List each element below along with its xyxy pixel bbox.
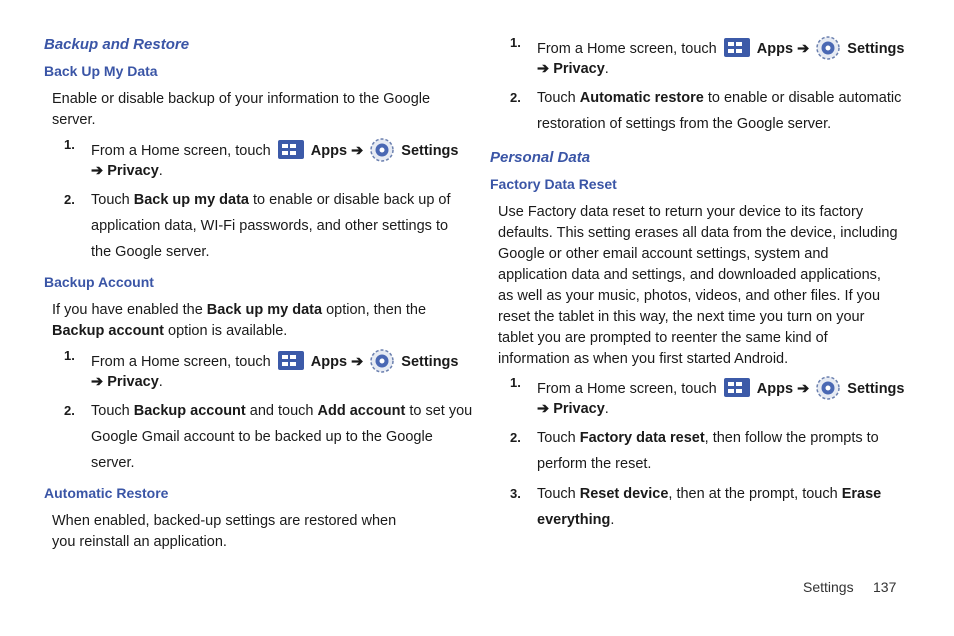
- step-text-line2: ➔ Privacy.: [91, 374, 163, 390]
- arrow-icon: ➔: [797, 381, 810, 397]
- settings-gear-icon: [369, 137, 395, 163]
- step-item: [44, 403, 473, 473]
- paragraph-backup-account: If you have enabled the Back up my data option, then the Backup account option is available.: [52, 302, 427, 339]
- step-text-line2: restoration of settings from the Google server.: [537, 116, 832, 132]
- apps-icon: [278, 351, 304, 370]
- step-text: From a Home screen, touch Apps ➔ Settings: [537, 375, 904, 401]
- step-text: From a Home screen, touch Apps ➔ Settings: [537, 35, 904, 61]
- step-text-line2: ➔ Privacy.: [537, 61, 609, 77]
- step-item: [490, 430, 910, 480]
- step-item: [490, 375, 910, 425]
- apps-icon: [278, 140, 304, 159]
- step-text: Touch Factory data reset, then follow the prompts to: [537, 430, 879, 446]
- step-text: Touch Back up my data to enable or disable back up of: [91, 192, 451, 208]
- settings-label: Settings: [847, 41, 905, 57]
- privacy-label: Privacy: [553, 61, 605, 77]
- step-text-line2: application data, WI-Fi passwords, and other settings to: [91, 218, 449, 234]
- step-text-line3: the Google server.: [91, 244, 210, 260]
- step-number: 1.: [64, 348, 75, 363]
- step-item: [44, 137, 459, 187]
- step-number: 2.: [64, 403, 75, 418]
- apps-icon: [724, 378, 750, 397]
- step-item: [490, 90, 910, 140]
- arrow-icon: ➔: [537, 61, 550, 77]
- footer-section: Settings: [803, 579, 854, 595]
- heading-automatic-restore: Automatic Restore: [44, 485, 169, 501]
- privacy-label: Privacy: [107, 163, 159, 179]
- paragraph-back-up-my-data: Enable or disable backup of your information to the Google server.: [52, 91, 431, 128]
- arrow-icon: ➔: [537, 401, 550, 417]
- paragraph-automatic-restore: When enabled, backed-up settings are restored when you reinstall an application.: [52, 513, 397, 550]
- step-text-pre: From a Home screen, touch: [91, 143, 271, 159]
- step-item: [44, 192, 454, 262]
- settings-label: Settings: [401, 354, 459, 370]
- privacy-label: Privacy: [553, 401, 605, 417]
- step-text-line2: Google Gmail account to be backed up to the Google: [91, 429, 433, 445]
- step-number: 1.: [64, 137, 75, 152]
- arrow-icon: ➔: [91, 374, 104, 390]
- step-number: 2.: [510, 430, 521, 445]
- step-text: From a Home screen, touch Apps ➔ Settings: [91, 348, 458, 374]
- arrow-icon: ➔: [351, 354, 364, 370]
- step-text-line2: everything.: [537, 512, 615, 528]
- heading-backup-account: Backup Account: [44, 274, 154, 290]
- apps-icon: [724, 38, 750, 57]
- step-text: Touch Reset device, then at the prompt, touch Erase: [537, 486, 882, 502]
- arrow-icon: ➔: [351, 143, 364, 159]
- step-number: 2.: [64, 192, 75, 207]
- heading-backup-restore: Backup and Restore: [44, 36, 190, 53]
- step-number: 1.: [510, 35, 521, 50]
- heading-factory-data-reset: Factory Data Reset: [490, 176, 617, 192]
- paragraph-factory-data-reset: Use Factory data reset to return your device to its factory defaults. This setting erases all data from the device, including Google or other email account settings, system and application data and settings, and downloaded applications, as well as your music, photos, videos, and other files. If you reset the tablet in this way, the next time you turn on your tablet you are prompted to reenter the same kind of information as when you first started Android.: [498, 204, 898, 367]
- step-item: [44, 348, 459, 398]
- settings-gear-icon: [369, 348, 395, 374]
- step-text: Touch Automatic restore to enable or disable automatic: [537, 90, 902, 106]
- apps-label: Apps: [310, 354, 348, 370]
- step-number: 2.: [510, 90, 521, 105]
- step-item: [490, 486, 910, 536]
- step-text-line2: perform the reset.: [537, 456, 652, 472]
- settings-gear-icon: [815, 375, 841, 401]
- step-item: [490, 35, 910, 85]
- step-text: [91, 137, 458, 163]
- apps-label: Apps: [756, 381, 794, 397]
- step-text-line3: server.: [91, 455, 135, 471]
- step-text-line2: ➔ Privacy.: [537, 401, 609, 417]
- page-number: 137: [873, 579, 897, 595]
- settings-gear-icon: [815, 35, 841, 61]
- arrow-icon: ➔: [91, 163, 104, 179]
- step-number: 1.: [510, 375, 521, 390]
- apps-label: Apps: [310, 143, 348, 159]
- step-text-line2: ➔ Privacy.: [91, 163, 163, 179]
- step-number: 3.: [510, 486, 521, 501]
- step-text: Touch Backup account and touch Add account to set you: [91, 403, 473, 419]
- arrow-icon: ➔: [797, 41, 810, 57]
- settings-label: Settings: [847, 381, 905, 397]
- heading-back-up-my-data: Back Up My Data: [44, 63, 158, 79]
- apps-label: Apps: [756, 41, 794, 57]
- privacy-label: Privacy: [107, 374, 159, 390]
- heading-personal-data: Personal Data: [490, 149, 591, 166]
- settings-label: Settings: [401, 143, 459, 159]
